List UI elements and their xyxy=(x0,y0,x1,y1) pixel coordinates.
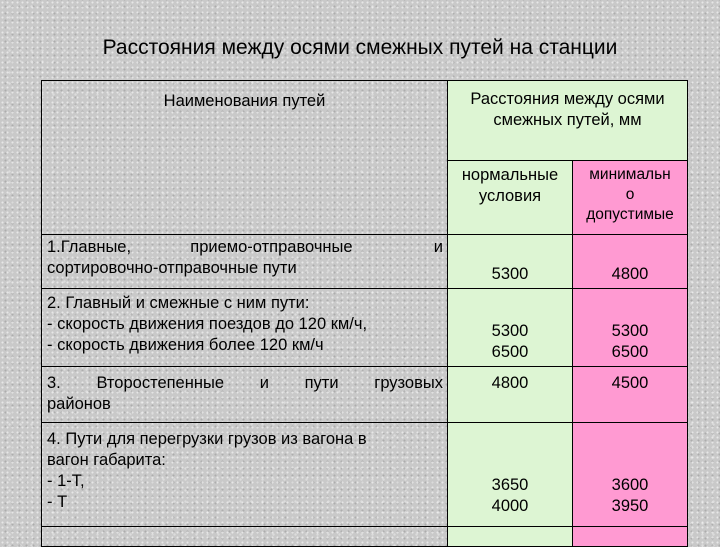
table-row xyxy=(42,235,688,289)
track-name-4-line2: вагон габарита: xyxy=(47,451,166,469)
track-name-1-line1 xyxy=(47,237,443,258)
normal-value-2b: 6500 xyxy=(491,343,529,361)
header-track-names: Наименования путей xyxy=(42,81,448,235)
normal-value-3: 4800 xyxy=(448,367,573,423)
track-name-1 xyxy=(42,235,448,289)
minimum-value-2 xyxy=(573,289,688,367)
distances-table xyxy=(41,80,688,547)
table-row-partial xyxy=(42,527,688,547)
header-min-line2: о xyxy=(625,186,635,203)
minimum-value-2a: 5300 xyxy=(611,322,649,340)
normal-value-1: 5300 xyxy=(448,235,573,289)
track-name-4-line4: - Т xyxy=(47,493,68,511)
header-normal-text: нормальные условия xyxy=(461,166,559,205)
word: и xyxy=(433,238,443,256)
partial-cell xyxy=(573,527,688,547)
header-min-line1: минимальн xyxy=(589,166,671,183)
table-row xyxy=(42,289,688,367)
minimum-value-3: 4500 xyxy=(573,367,688,423)
table-row xyxy=(42,423,688,527)
slide-title: Расстояния между осями смежных путей на станции xyxy=(102,36,618,59)
table-header-row xyxy=(42,81,688,161)
partial-cell xyxy=(42,527,448,547)
track-name-1-line2: сортировочно-отправочные пути xyxy=(47,259,297,277)
minimum-value-1: 4800 xyxy=(573,235,688,289)
normal-value-4b: 4000 xyxy=(491,497,529,515)
header-distances xyxy=(448,81,688,161)
normal-value-4 xyxy=(448,423,573,527)
header-distances-text: Расстояния между осями смежных путей, мм xyxy=(470,90,665,129)
word: грузовых xyxy=(374,374,443,392)
header-normal-conditions xyxy=(448,161,573,235)
track-name-2-line3: - скорость движения более 120 км/ч xyxy=(47,336,324,354)
word: и xyxy=(259,374,269,392)
track-name-3-line1 xyxy=(47,373,443,394)
word: пути xyxy=(304,374,339,392)
normal-value-2a: 5300 xyxy=(491,322,529,340)
header-minimum-allowed xyxy=(573,161,688,235)
track-name-2-line1: 2. Главный и смежные с ним пути: xyxy=(47,294,310,312)
word: приемо-отправочные xyxy=(190,238,353,256)
track-name-2-line2: - скорость движения поездов до 120 км/ч, xyxy=(47,315,368,333)
track-name-3 xyxy=(42,367,448,423)
normal-value-2 xyxy=(448,289,573,367)
normal-value-4a: 3650 xyxy=(491,476,529,494)
header-min-line3: допустимые xyxy=(586,206,674,223)
minimum-value-4a: 3600 xyxy=(611,476,649,494)
minimum-value-4 xyxy=(573,423,688,527)
track-name-4-line3: - 1-Т, xyxy=(47,472,85,490)
partial-cell xyxy=(448,527,573,547)
minimum-value-4b: 3950 xyxy=(611,497,649,515)
track-name-4 xyxy=(42,423,448,527)
track-name-3-line2: районов xyxy=(47,395,111,413)
track-name-4-line1: 4. Пути для перегрузки грузов из вагона в xyxy=(47,430,367,448)
word: 3. xyxy=(47,374,61,392)
minimum-value-2b: 6500 xyxy=(611,343,649,361)
word: 1.Главные, xyxy=(47,238,132,256)
table-row xyxy=(42,367,688,423)
track-name-2 xyxy=(42,289,448,367)
word: Второстепенные xyxy=(96,374,224,392)
